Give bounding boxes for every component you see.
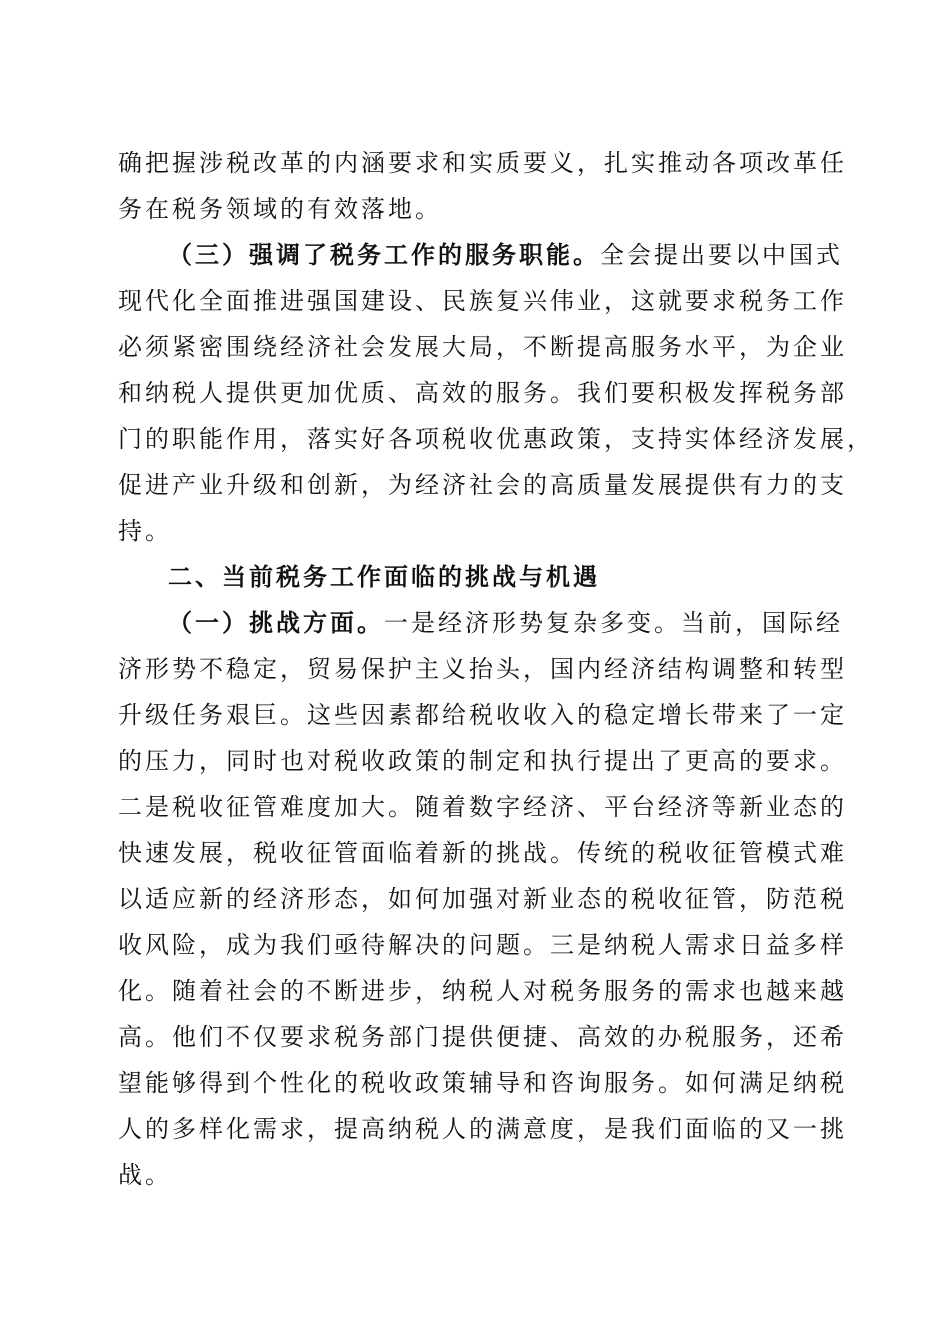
text-line: 升级任务艰巨。这些因素都给税收收入的稳定增长带来了一定 [118,701,847,729]
text-line: 的压力，同时也对税收政策的制定和执行提出了更高的要求。 [118,747,847,775]
text-line: 现代化全面推进强国建设、民族复兴伟业，这就要求税务工作 [118,287,847,315]
text-line: 持。 [118,517,172,545]
text-line: 门的职能作用，落实好各项税收优惠政策，支持实体经济发展， [118,425,874,453]
text-line: 收风险，成为我们亟待解决的问题。三是纳税人需求日益多样 [118,931,847,959]
text-line: 战。 [118,1161,172,1189]
paragraph-three-lead-rest: 全会提出要以中国式 [600,241,843,269]
text-line: 促进产业升级和创新，为经济社会的高质量发展提供有力的支 [118,471,847,499]
text-line: 以适应新的经济形态，如何加强对新业态的税收征管，防范税 [118,885,847,913]
text-line: 和纳税人提供更加优质、高效的服务。我们要积极发挥税务部 [118,379,847,407]
document-body [118,140,874,1198]
text-line: 二是税收征管难度加大。随着数字经济、平台经济等新业态的 [118,793,847,821]
paragraph-a-lead-rest: 一是经济形势复杂多变。当前，国际经 [384,609,843,637]
paragraph-three-lead: （三）强调了税务工作的服务职能。 [168,240,600,269]
paragraph-a-first-line [118,600,843,646]
paragraph-a-lead: （一）挑战方面。 [168,608,384,637]
text-line: 高。他们不仅要求税务部门提供便捷、高效的办税服务，还希 [118,1023,847,1051]
text-line: 人的多样化需求，提高纳税人的满意度，是我们面临的又一挑 [118,1115,847,1143]
text-line: 济形势不稳定，贸易保护主义抬头，国内经济结构调整和转型 [118,655,847,683]
text-line: 确把握涉税改革的内涵要求和实质要义，扎实推动各项改革任 [118,149,847,177]
paragraph-three-first-line [118,232,843,278]
section-heading: 二、当前税务工作面临的挑战与机遇 [168,563,600,591]
text-line: 务在税务领域的有效落地。 [118,195,442,223]
text-line: 快速发展，税收征管面临着新的挑战。传统的税收征管模式难 [118,839,847,867]
text-line: 必须紧密围绕经济社会发展大局，不断提高服务水平，为企业 [118,333,847,361]
text-line: 化。随着社会的不断进步，纳税人对税务服务的需求也越来越 [118,977,847,1005]
text-line: 望能够得到个性化的税收政策辅导和咨询服务。如何满足纳税 [118,1069,847,1097]
